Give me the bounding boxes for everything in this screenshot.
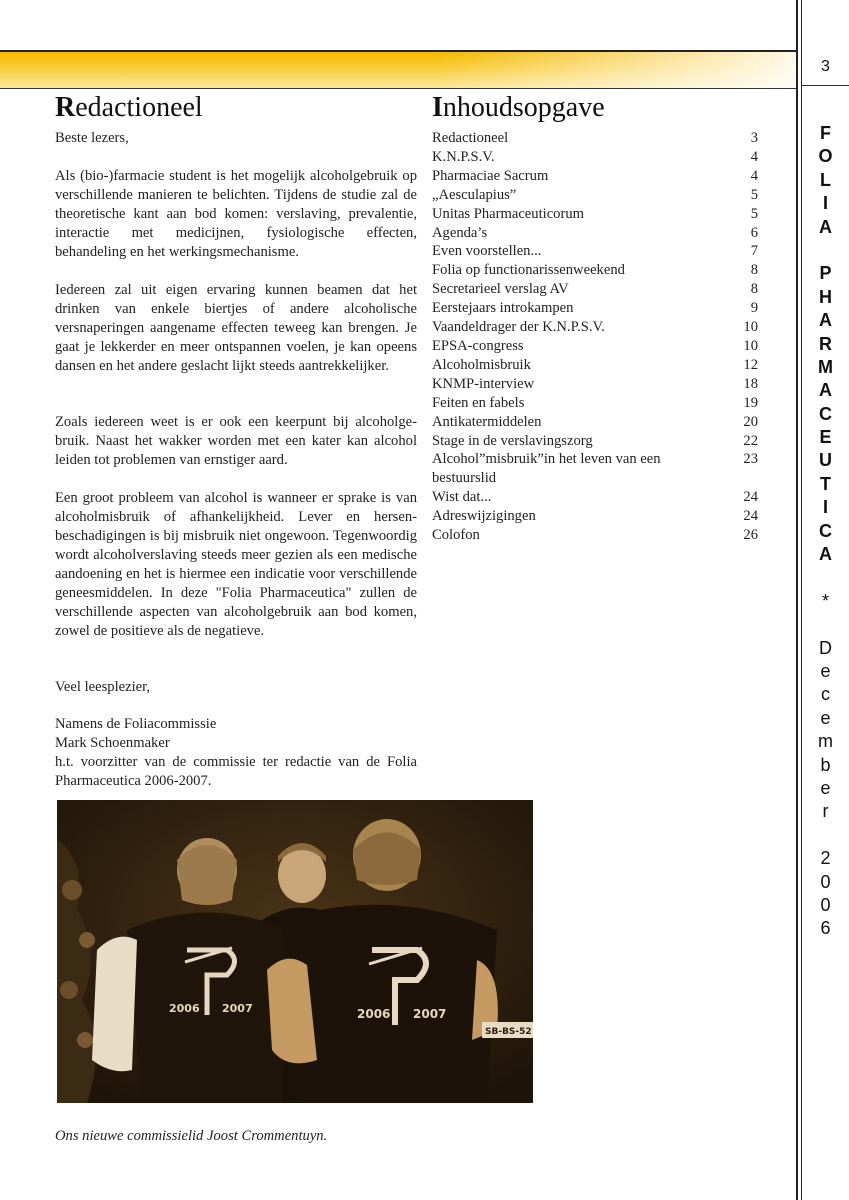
toc-row [432, 375, 758, 394]
toc-entry-title: Colofon [432, 527, 480, 544]
toc-entry-page: 8 [750, 262, 758, 279]
toc-entry-title: „Aesculapius” [432, 186, 517, 203]
editorial-paragraph-1: Als (bio-)farmacie student is het mogelijk alcoholgebruik op verschillende manieren te belichten. Tijdens de studie zal de theoretische kant aan bod komen: verslaving, prevalentie, interactie met medicijnen, fysiologische effecten, behandeling en het werkingsmechanisme. [55, 168, 417, 260]
vertical-date-letter: r [822, 801, 829, 822]
toc-entry-title: Redactioneel [432, 130, 509, 146]
vertical-title-letter: U [819, 450, 832, 471]
shirt-year-left-2: 2007 [222, 1002, 253, 1015]
vertical-date-letter: 0 [820, 894, 831, 915]
toc-row [432, 242, 758, 261]
toc-entry-title: Eerstejaars introkampen [432, 300, 574, 317]
toc-entry-page: 4 [750, 148, 758, 165]
toc-entry-page: 10 [743, 337, 758, 354]
leaf-shape [79, 932, 95, 948]
vertical-date-letter: e [820, 707, 831, 728]
toc-entry-page: 18 [743, 375, 758, 392]
shirt-year-right-1: 2006 [357, 1007, 391, 1021]
toc-entry-title: Alcoholmisbruik [432, 356, 531, 373]
editorial-title-rest: edactioneel [75, 92, 203, 123]
toc-row [432, 299, 758, 318]
toc-row [432, 356, 758, 375]
toc-entry-title: Feiten en fabels [432, 394, 525, 411]
vertical-date-letter: m [818, 731, 833, 752]
toc-row [432, 488, 758, 507]
vertical-date-letter: 0 [820, 871, 831, 892]
toc-entry-title: Even voorstellen... [432, 243, 542, 260]
toc-row [432, 224, 758, 243]
editorial-signature-name: Mark Schoenmaker [55, 735, 170, 751]
toc-row [432, 167, 758, 186]
person-arm [92, 937, 137, 1072]
vertical-title-letter: A [819, 380, 832, 401]
sidebar-rule-outer [796, 0, 798, 1200]
toc-entry-title: Stage in de verslavingszorg [432, 432, 593, 449]
toc-row [432, 318, 758, 337]
vertical-title-letter: A [819, 310, 832, 331]
editorial-paragraph-4: Een groot probleem van alcohol is wanneer er sprake is van alcoholmisbruik of afhankelijkheid. Lever en hersen-beschadigingen is bij misbruik niet ongewoon. Tegenwoordig wordt alcoholverslaving steeds meer gezien als een medische aandoening en het is hiermee een indicatie voor verschillende geneesmiddelen. In deze "Folia Pharmaceutica" zullen de verschillende aspecten van alcoholgebruik aan bod komen, zowel de positieve als de negatieve. [55, 490, 417, 639]
toc-row [432, 205, 758, 224]
toc-entry-page: 22 [743, 432, 758, 449]
toc-row [432, 261, 758, 280]
photo-caption: Ons nieuwe commissielid Joost Crommentuyn. [55, 1128, 328, 1144]
toc-row [432, 148, 758, 167]
toc-row [432, 337, 758, 356]
toc-entry-page: 24 [743, 489, 758, 506]
editorial-title-initial: R [55, 92, 76, 123]
vertical-title-letter: M [818, 356, 833, 377]
leaf-shape [77, 1032, 93, 1048]
editorial-title [55, 92, 203, 124]
vertical-title-letter: C [819, 520, 832, 541]
vertical-title-gap [802, 566, 849, 589]
toc-row [432, 432, 758, 451]
toc-entry-page: 23 [743, 451, 758, 468]
toc-entry-title: EPSA-congress [432, 337, 524, 354]
vertical-title-separator: * [821, 590, 829, 611]
vertical-date-letter: e [820, 660, 831, 681]
toc-entry-page: 8 [750, 281, 758, 298]
editorial-paragraph-3: Zoals iedereen weet is er ook een keerpunt bij alcoholge-bruik. Naast het wakker worden met een kater kan alcohol leiden tot problemen van ernstiger aard. [55, 414, 417, 468]
group-photo-illustration [57, 800, 533, 1103]
contents-title-rest: nhoudsopgave [442, 92, 605, 123]
toc-entry-title: Agenda’s [432, 224, 488, 241]
header-bottom-rule [0, 88, 797, 89]
vertical-title-letter: L [820, 169, 831, 190]
vertical-title-letter: I [822, 193, 828, 214]
vertical-title-letter: F [820, 123, 831, 143]
shirt-year-left-1: 2006 [169, 1002, 200, 1015]
vertical-date-letter: b [820, 754, 831, 775]
vertical-date-letter: 6 [820, 918, 831, 939]
license-plate-text: SB-BS-52 [485, 1027, 532, 1037]
toc-entry-title: Folia op functionarissenweekend [432, 262, 625, 279]
vertical-title-letter: O [818, 146, 833, 167]
toc-entry-page: 5 [750, 186, 758, 203]
toc-row [432, 413, 758, 432]
vertical-title-letter: P [819, 263, 832, 284]
editorial-signature-role: h.t. voorzitter van de commissie ter redactie van de Folia Pharmaceutica 2006-2007. [55, 754, 417, 789]
toc-entry-page: 6 [750, 224, 758, 241]
editorial-paragraph-2: Iedereen zal uit eigen ervaring kunnen beamen dat het drinken van enkele biertjes of andere alcoholische versnaperingen aangename effecten teweeg kan brengen. Je gaat je lekkerder en meer ontspannen voelen, je kan opeens dansen en het andere geslacht lijkt steeds aantrekkelijker. [55, 282, 417, 374]
vertical-publication-title [802, 122, 849, 941]
toc-row [432, 526, 758, 545]
contents-title [432, 92, 605, 124]
toc-entry-title: Wist dat... [432, 489, 492, 506]
person-torso [282, 905, 497, 1103]
toc-entry-page: 9 [750, 300, 758, 317]
vertical-date-letter [802, 824, 849, 847]
editorial-signature-committee: Namens de Foliacommissie [55, 716, 217, 732]
toc-row [432, 186, 758, 205]
vertical-date-letter: c [821, 684, 830, 705]
toc-entry-page: 5 [750, 205, 758, 222]
toc-row [432, 129, 758, 148]
vertical-date-letter: e [820, 777, 831, 798]
toc-entry-title: Antikatermiddelen [432, 413, 542, 430]
toc-entry-title: K.N.P.S.V. [432, 148, 495, 165]
toc-entry-title: Secretarieel verslag AV [432, 281, 569, 298]
header-band-fade [0, 52, 797, 88]
toc-row [432, 394, 758, 413]
toc-row [432, 280, 758, 299]
vertical-title-letter: I [822, 497, 828, 518]
person-hair [177, 845, 237, 905]
toc-entry-title: Vaandeldrager der K.N.P.S.V. [432, 319, 605, 336]
contents-title-initial: I [432, 92, 443, 123]
shirt-year-right-2: 2007 [413, 1007, 447, 1021]
leaf-shape [60, 981, 78, 999]
toc-row [432, 507, 758, 526]
vertical-date-letter: 2 [820, 848, 831, 869]
editorial-greeting: Beste lezers, [55, 130, 129, 146]
vertical-date-letter: D [819, 637, 832, 658]
vertical-title-letter: H [819, 286, 832, 307]
vertical-title-letter: A [819, 544, 832, 565]
toc-entry-title: Adreswijzigingen [432, 508, 536, 525]
vertical-title-letter: T [820, 473, 831, 494]
toc-entry-title: Pharmaciae Sacrum [432, 167, 549, 184]
leaf-shape [62, 880, 82, 900]
vertical-title-gap [802, 613, 849, 636]
toc-entry-page: 24 [743, 508, 758, 525]
sidebar-header-rule [802, 85, 849, 86]
toc-entry-page: 4 [750, 167, 758, 184]
toc-entry-title: Unitas Pharmaceuticorum [432, 205, 584, 222]
vertical-title-letter: R [819, 333, 832, 354]
toc-entry-page: 12 [743, 356, 758, 373]
toc-entry-page: 10 [743, 319, 758, 336]
page-number: 3 [821, 58, 830, 75]
vertical-title-letter: C [819, 403, 832, 424]
toc-entry-title: Alcohol”misbruik”in het leven van een bestuurslid [432, 451, 661, 487]
group-photo [57, 800, 533, 1103]
toc-entry-page: 26 [743, 527, 758, 544]
vertical-title-letter: E [819, 427, 832, 448]
vertical-title-letter: A [819, 216, 832, 237]
editorial-closing: Veel leesplezier, [55, 679, 151, 695]
toc-row [432, 450, 758, 488]
vertical-title-letter [802, 239, 849, 262]
toc-entry-title: KNMP-interview [432, 375, 535, 392]
toc-entry-page: 19 [743, 394, 758, 411]
toc-entry-page: 7 [750, 243, 758, 260]
table-of-contents [432, 129, 758, 545]
toc-entry-page: 20 [743, 413, 758, 430]
toc-entry-page: 3 [750, 130, 758, 146]
